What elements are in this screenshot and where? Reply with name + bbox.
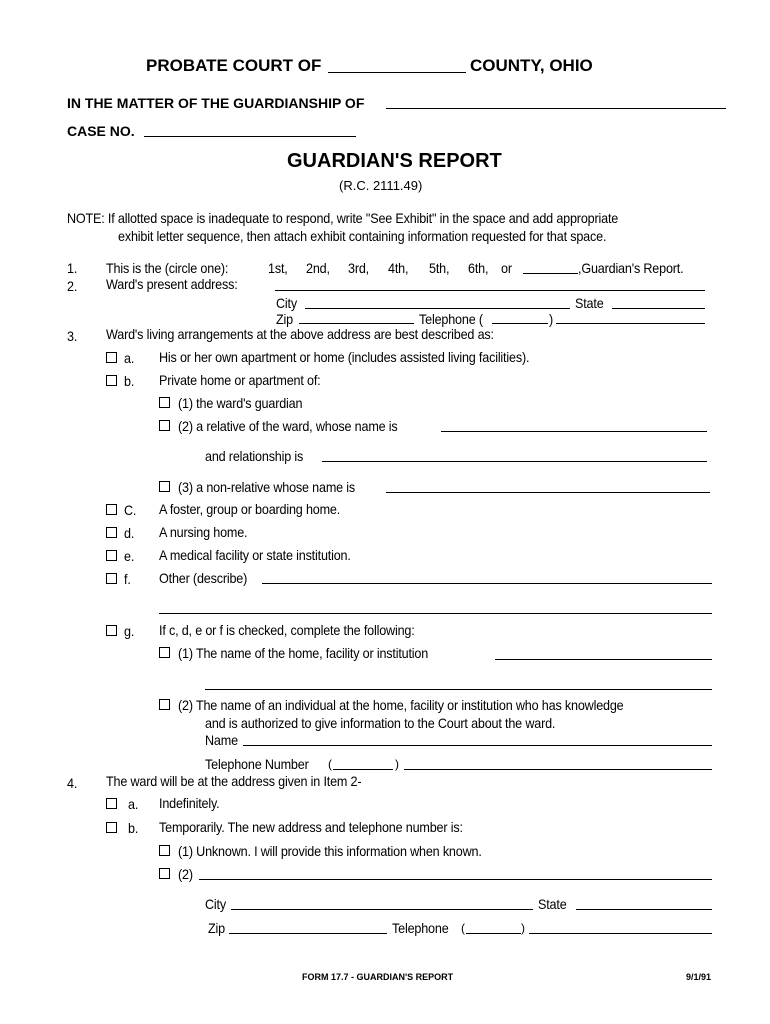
item3-label: Ward's living arrangements at the above address are best described as:	[106, 326, 494, 342]
new-telephone-field[interactable]	[529, 933, 712, 934]
new-zip-field[interactable]	[229, 933, 387, 934]
checkbox-3g2[interactable]	[159, 699, 170, 710]
checkbox-3d[interactable]	[106, 527, 117, 538]
zip-label: Zip	[276, 311, 293, 327]
city-label: City	[276, 295, 297, 311]
item3e-text: A medical facility or state institution.	[159, 547, 351, 563]
contact-name-field[interactable]	[243, 745, 712, 746]
zip-field[interactable]	[299, 323, 414, 324]
option-5th[interactable]: 5th,	[429, 260, 450, 276]
item3e-letter: e.	[124, 548, 135, 564]
option-2nd[interactable]: 2nd,	[306, 260, 330, 276]
item4-label: The ward will be at the address given in Item 2-	[106, 773, 362, 789]
option-3rd[interactable]: 3rd,	[348, 260, 369, 276]
checkbox-3a[interactable]	[106, 352, 117, 363]
checkbox-3g1[interactable]	[159, 647, 170, 658]
note-line-1: NOTE: If allotted space is inadequate to respond, write ''See Exhibit" in the space and add appropriate	[67, 210, 619, 226]
item3b2-text: (2) a relative of the ward, whose name is	[178, 418, 398, 434]
item3c-text: A foster, group or boarding home.	[159, 501, 341, 517]
contact-tel-label: Telephone Number	[205, 756, 309, 772]
new-telephone-label: Telephone	[392, 920, 449, 936]
item3b3-text: (3) a non-relative whose name is	[178, 479, 356, 495]
new-area-code-field[interactable]	[466, 933, 521, 934]
matter-label: IN THE MATTER OF THE GUARDIANSHIP OF	[67, 95, 365, 111]
item3-number: 3.	[67, 328, 78, 344]
new-tel-open: (	[461, 921, 465, 935]
new-city-field[interactable]	[231, 909, 533, 910]
item3a-letter: a.	[124, 350, 135, 366]
area-code-field[interactable]	[492, 323, 548, 324]
court-suffix: COUNTY, OHIO	[470, 56, 593, 75]
item4a-letter: a.	[128, 796, 139, 812]
checkbox-4a[interactable]	[106, 798, 117, 809]
county-field[interactable]	[328, 72, 466, 73]
item3b1-text: (1) the ward's guardian	[178, 395, 303, 411]
relative-name-field[interactable]	[441, 431, 707, 432]
item4-number: 4.	[67, 775, 78, 791]
checkbox-3f[interactable]	[106, 573, 117, 584]
state-field[interactable]	[612, 308, 705, 309]
item1-label: This is the (circle one):	[106, 260, 229, 276]
option-or: or	[501, 260, 512, 276]
item4b-text: Temporarily. The new address and telephone number is:	[159, 819, 463, 835]
option-4th[interactable]: 4th,	[388, 260, 409, 276]
footer-form-id: FORM 17.7 - GUARDIAN'S REPORT	[302, 972, 454, 982]
contact-area-code-field[interactable]	[333, 769, 393, 770]
new-state-label: State	[538, 896, 567, 912]
note-line-2: exhibit letter sequence, then attach exhibit containing information requested for that space.	[118, 228, 607, 244]
contact-tel-field[interactable]	[404, 769, 712, 770]
item3f-letter: f.	[124, 571, 131, 587]
item3f-text: Other (describe)	[159, 570, 248, 586]
item1-number: 1.	[67, 260, 78, 276]
footer-date: 9/1/91	[686, 972, 712, 982]
facility-name-field-2[interactable]	[205, 689, 712, 690]
new-zip-label: Zip	[208, 920, 225, 936]
item3c-letter: C.	[124, 502, 137, 518]
guardianship-name-field[interactable]	[386, 108, 726, 109]
checkbox-3b[interactable]	[106, 375, 117, 386]
contact-tel-open: (	[328, 757, 332, 771]
item3d-letter: d.	[124, 525, 135, 541]
telephone-field[interactable]	[556, 323, 705, 324]
checkbox-3b3[interactable]	[159, 481, 170, 492]
item3a-text: His or her own apartment or home (includes assisted living facilities).	[159, 349, 530, 365]
new-state-field[interactable]	[576, 909, 712, 910]
non-relative-name-field[interactable]	[386, 492, 710, 493]
statute-ref: (R.C. 2111.49)	[339, 178, 423, 193]
item4b-letter: b.	[128, 820, 139, 836]
item3g-text: If c, d, e or f is checked, complete the following:	[159, 622, 415, 638]
item3g2-line1: (2) The name of an individual at the home, facility or institution who has knowledge	[178, 697, 624, 713]
relationship-field[interactable]	[322, 461, 707, 462]
other-describe-field-2[interactable]	[159, 613, 712, 614]
case-no-field[interactable]	[144, 136, 356, 137]
checkbox-3c[interactable]	[106, 504, 117, 515]
telephone-label: Telephone (	[419, 311, 483, 327]
city-field[interactable]	[305, 308, 570, 309]
option-6th[interactable]: 6th,	[468, 260, 489, 276]
item4b1-text: (1) Unknown. I will provide this information when known.	[178, 843, 482, 859]
item3b-text: Private home or apartment of:	[159, 372, 321, 388]
case-no-label: CASE NO.	[67, 123, 135, 139]
item2-label: Ward's present address:	[106, 276, 238, 292]
checkbox-3b1[interactable]	[159, 397, 170, 408]
page-title: GUARDIAN'S REPORT	[287, 150, 502, 172]
contact-tel-close: )	[395, 757, 399, 771]
checkbox-3e[interactable]	[106, 550, 117, 561]
new-address-field[interactable]	[199, 879, 712, 880]
contact-name-label: Name	[205, 732, 238, 748]
state-label: State	[575, 295, 604, 311]
item3d-text: A nursing home.	[159, 524, 248, 540]
option-1st[interactable]: 1st,	[268, 260, 288, 276]
telephone-close: )	[549, 311, 554, 327]
item2-number: 2.	[67, 278, 78, 294]
checkbox-4b1[interactable]	[159, 845, 170, 856]
address-field[interactable]	[275, 290, 705, 291]
item4b2-text: (2)	[178, 866, 193, 882]
facility-name-field[interactable]	[495, 659, 712, 660]
item3g-letter: g.	[124, 623, 135, 639]
checkbox-3g[interactable]	[106, 625, 117, 636]
item3b-letter: b.	[124, 373, 135, 389]
other-describe-field[interactable]	[262, 583, 712, 584]
new-city-label: City	[205, 896, 226, 912]
item3b2-relationship: and relationship is	[205, 448, 304, 464]
other-ordinal-field[interactable]	[523, 273, 578, 274]
item3g2-line2: and is authorized to give information to the Court about the ward.	[205, 715, 556, 731]
checkbox-4b2[interactable]	[159, 868, 170, 879]
item3g1-text: (1) The name of the home, facility or institution	[178, 645, 429, 661]
new-tel-close: )	[521, 921, 525, 935]
court-prefix: PROBATE COURT OF	[146, 56, 322, 75]
checkbox-4b[interactable]	[106, 822, 117, 833]
checkbox-3b2[interactable]	[159, 420, 170, 431]
item1-suffix: ,Guardian's Report.	[578, 260, 684, 276]
item4a-text: Indefinitely.	[159, 795, 220, 811]
